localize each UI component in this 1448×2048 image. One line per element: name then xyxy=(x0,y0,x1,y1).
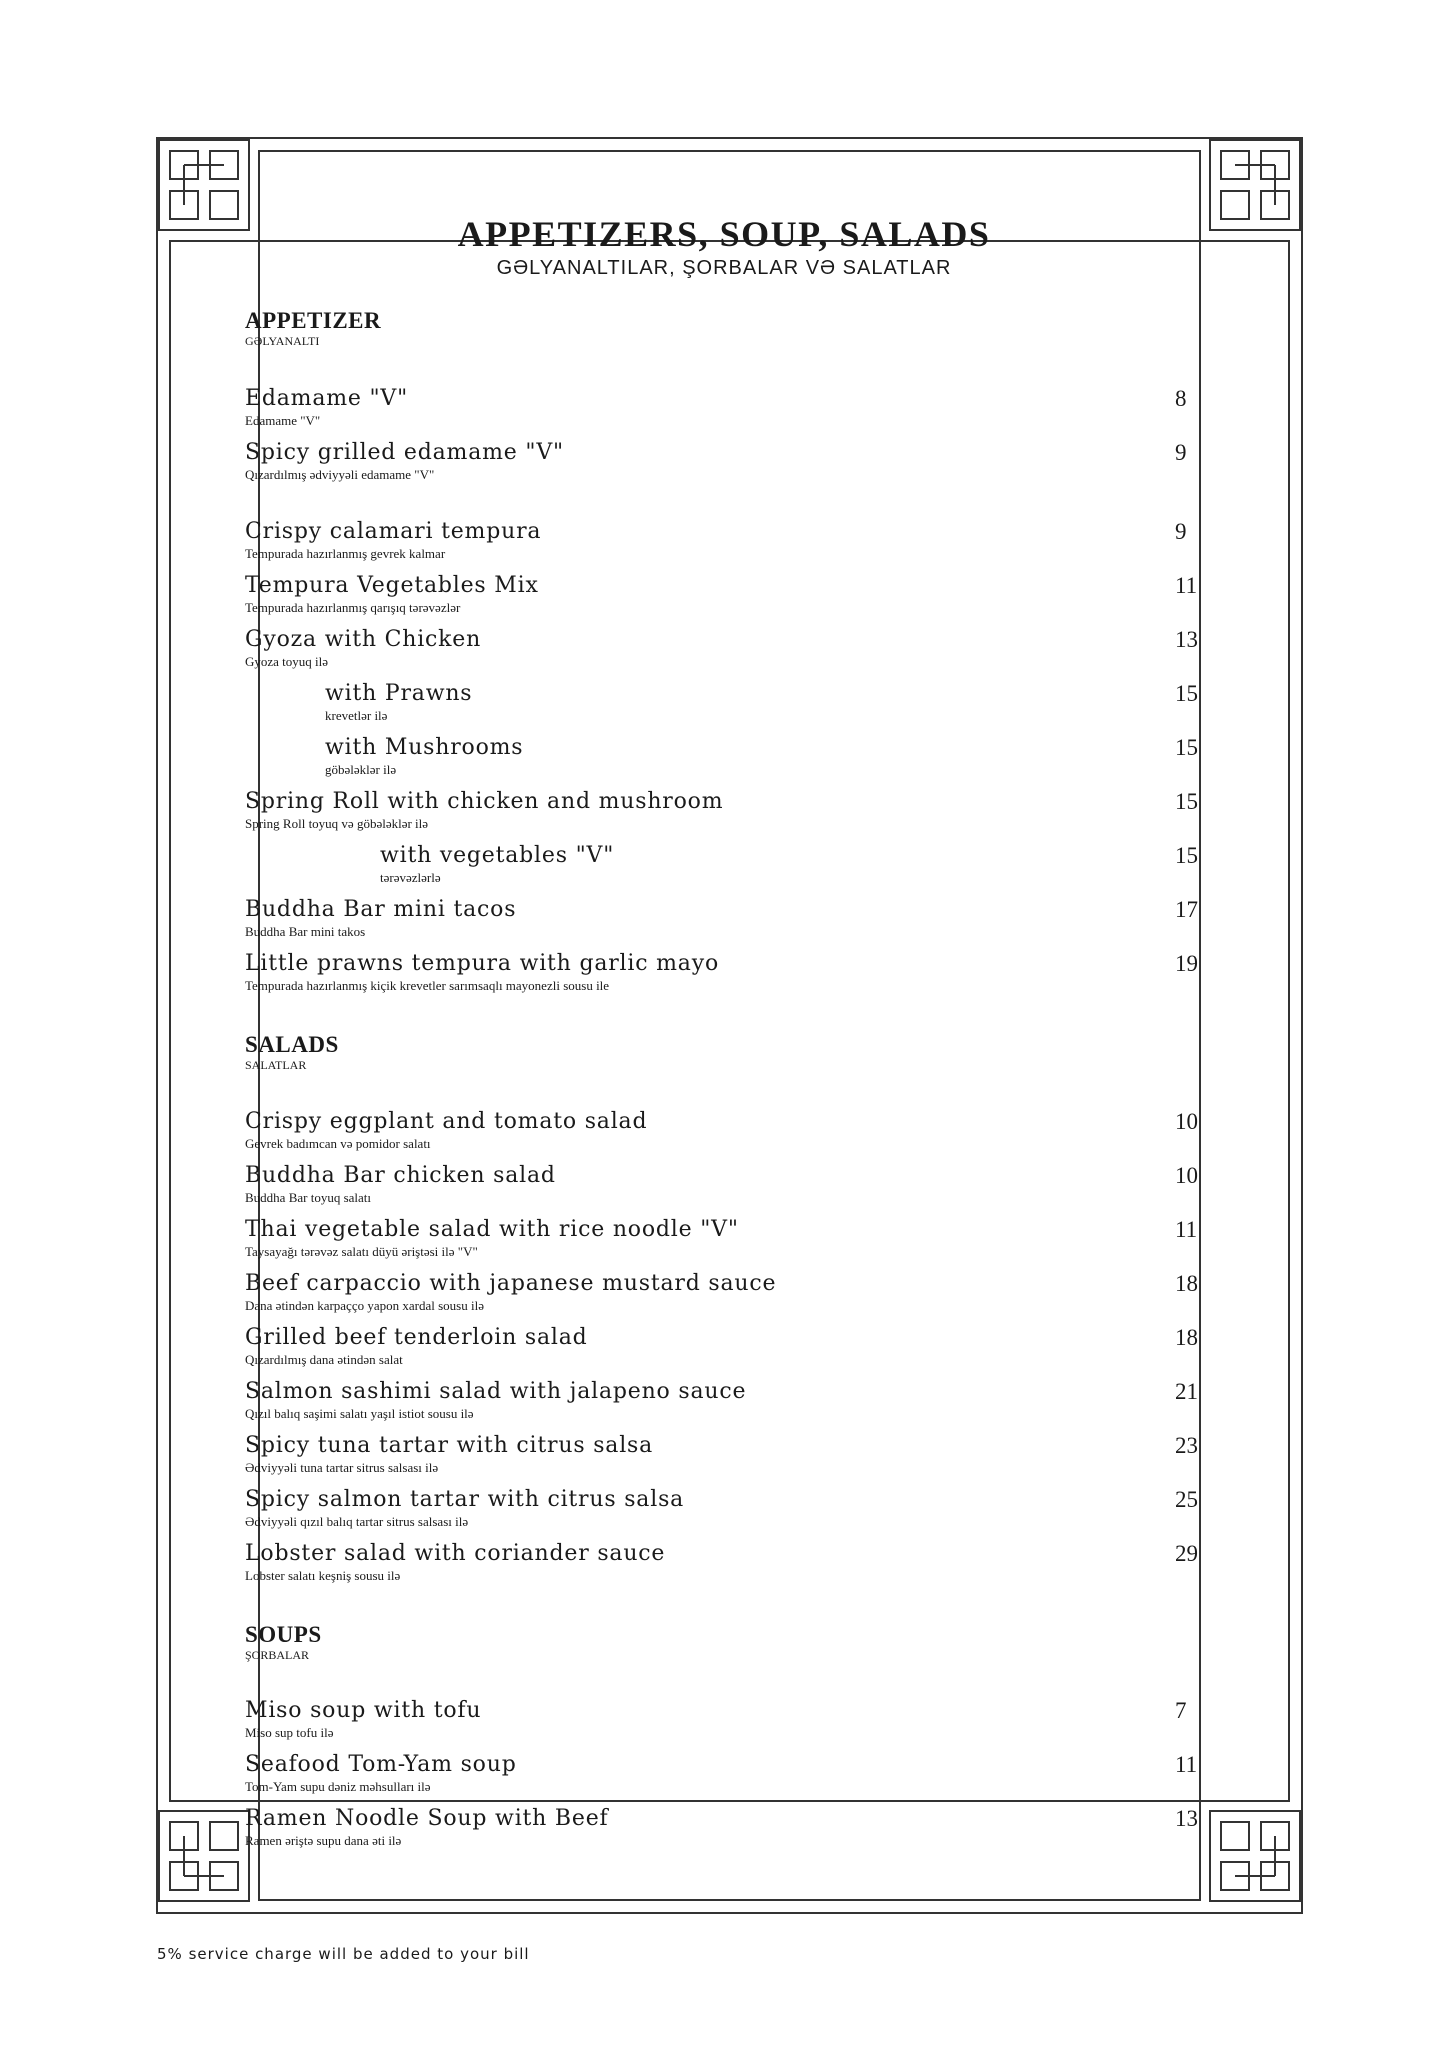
item-description: Gyoza toyuq ilə xyxy=(245,654,329,669)
item-price: 8 xyxy=(1175,386,1187,411)
item-description: Tempurada hazırlanmış kiçik krevetler sarımsaqlı mayonezli sousu ile xyxy=(245,978,610,993)
section-header-appetizer xyxy=(245,308,381,348)
menu-item xyxy=(245,518,1225,568)
section-title: SALADS xyxy=(245,1032,339,1057)
item-name: Seafood Tom-Yam soup xyxy=(245,1752,517,1777)
item-price: 21 xyxy=(1175,1379,1198,1404)
menu-item xyxy=(245,1540,1225,1590)
item-description: Ramen əriştə supu dana əti ilə xyxy=(245,1833,402,1848)
item-description: Buddha Bar toyuq salatı xyxy=(245,1190,372,1205)
item-description: Qızardılmış dana ətindən salat xyxy=(245,1352,403,1367)
menu-item-variant xyxy=(245,680,1225,730)
item-description: Tempurada hazırlanmış qarışıq tərəvəzlər xyxy=(245,600,461,615)
section-header-salads xyxy=(245,1032,339,1072)
item-description: Qızardılmış ədviyyəli edamame "V" xyxy=(245,467,435,482)
item-price: 10 xyxy=(1175,1109,1198,1134)
menu-item xyxy=(245,1432,1225,1482)
item-name: Little prawns tempura with garlic mayo xyxy=(245,951,719,976)
item-name: with vegetables "V" xyxy=(380,843,615,868)
item-price: 9 xyxy=(1175,440,1187,465)
item-name: Spicy salmon tartar with citrus salsa xyxy=(245,1487,685,1512)
item-price: 18 xyxy=(1175,1271,1198,1296)
menu-item xyxy=(245,1216,1225,1266)
menu-item xyxy=(245,1751,1225,1801)
menu-item-variant xyxy=(245,734,1225,784)
section-header-soups xyxy=(245,1622,322,1662)
item-price: 25 xyxy=(1175,1487,1198,1512)
item-name: Thai vegetable salad with rice noodle "V" xyxy=(245,1217,739,1242)
item-name: Lobster salad with coriander sauce xyxy=(245,1541,666,1566)
item-description: Spring Roll toyuq və göbələklər ilə xyxy=(245,816,429,831)
item-name: with Mushrooms xyxy=(325,735,524,760)
item-name: Ramen Noodle Soup with Beef xyxy=(245,1806,609,1831)
item-price: 11 xyxy=(1175,1752,1198,1777)
item-description: Edamame "V" xyxy=(245,413,321,428)
item-description: Tempurada hazırlanmış gevrek kalmar xyxy=(245,546,446,561)
menu-item xyxy=(245,1697,1225,1747)
item-name: Gyoza with Chicken xyxy=(245,627,482,652)
section-title: SOUPS xyxy=(245,1622,322,1647)
item-price: 29 xyxy=(1175,1541,1198,1566)
item-description: Miso sup tofu ilə xyxy=(245,1725,334,1740)
item-description: Tom-Yam supu dəniz məhsulları ilə xyxy=(245,1779,431,1794)
item-name: Spicy tuna tartar with citrus salsa xyxy=(245,1433,654,1458)
menu-item xyxy=(245,788,1225,838)
section-title: APPETIZER xyxy=(245,308,382,333)
item-price: 11 xyxy=(1175,1217,1198,1242)
item-description: Taysayağı tərəvəz salatı düyü əriştəsi ilə "V" xyxy=(245,1244,478,1259)
item-price: 13 xyxy=(1175,1806,1198,1831)
item-description: Ədviyyəli qızıl balıq tartar sitrus salsası ilə xyxy=(245,1514,469,1529)
section-subtitle: GƏLYANALTI xyxy=(245,334,320,348)
item-price: 11 xyxy=(1175,573,1198,598)
item-name: Spring Roll with chicken and mushroom xyxy=(245,789,724,814)
item-description: Dana ətindən karpaçço yapon xardal sousu ilə xyxy=(245,1298,484,1313)
item-name: Crispy calamari tempura xyxy=(245,519,542,544)
item-description: Ədviyyəli tuna tartar sitrus salsası ilə xyxy=(245,1460,439,1475)
item-name: Beef carpaccio with japanese mustard sauce xyxy=(245,1271,777,1296)
item-price: 15 xyxy=(1175,843,1198,868)
menu-item xyxy=(245,950,1225,1000)
corner-ornament-bottom-left xyxy=(159,1811,249,1901)
menu-item-variant xyxy=(245,842,1225,892)
item-price: 15 xyxy=(1175,735,1198,760)
item-price: 15 xyxy=(1175,789,1198,814)
menu-item xyxy=(245,1270,1225,1320)
item-name: Tempura Vegetables Mix xyxy=(245,573,539,598)
item-price: 7 xyxy=(1175,1698,1187,1723)
menu-item xyxy=(245,1108,1225,1158)
menu-item xyxy=(245,626,1225,676)
item-description: Qızıl balıq saşimi salatı yaşıl istiot sousu ilə xyxy=(245,1406,474,1421)
item-name: Miso soup with tofu xyxy=(245,1698,482,1723)
menu-item xyxy=(245,439,1225,489)
menu-item xyxy=(245,572,1225,622)
page-subtitle: GƏLYANALTILAR, ŞORBALAR VƏ SALATLAR xyxy=(496,257,952,279)
section-subtitle: ŞORBALAR xyxy=(245,1648,310,1662)
page-header xyxy=(0,212,1448,280)
menu-item xyxy=(245,896,1225,946)
item-name: Spicy grilled edamame "V" xyxy=(245,440,564,465)
item-description: krevetlər ilə xyxy=(325,708,388,723)
item-name: Grilled beef tenderloin salad xyxy=(245,1325,588,1350)
menu-item xyxy=(245,1162,1225,1212)
item-description: Buddha Bar mini takos xyxy=(245,924,366,939)
item-description: tərəvəzlərlə xyxy=(380,870,441,885)
menu-item xyxy=(245,1805,1225,1855)
item-name: Salmon sashimi salad with jalapeno sauce xyxy=(245,1379,747,1404)
menu-item xyxy=(245,1378,1225,1428)
item-price: 15 xyxy=(1175,681,1198,706)
item-price: 13 xyxy=(1175,627,1198,652)
item-price: 23 xyxy=(1175,1433,1198,1458)
menu-item xyxy=(245,1486,1225,1536)
item-name: Edamame "V" xyxy=(245,386,409,411)
item-name: Buddha Bar mini tacos xyxy=(245,897,517,922)
page-title: APPETIZERS, SOUP, SALADS xyxy=(457,214,991,254)
item-name: Crispy eggplant and tomato salad xyxy=(245,1109,648,1134)
item-description: Lobster salatı keşniş sousu ilə xyxy=(245,1568,401,1583)
item-price: 9 xyxy=(1175,519,1187,544)
menu-item xyxy=(245,1324,1225,1374)
item-description: Gevrek badımcan və pomidor salatı xyxy=(245,1136,431,1151)
service-charge-note: 5% service charge will be added to your bill xyxy=(157,1945,530,1963)
item-price: 18 xyxy=(1175,1325,1198,1350)
item-name: Buddha Bar chicken salad xyxy=(245,1163,556,1188)
menu-item xyxy=(245,385,1225,435)
item-description: göbələklər ilə xyxy=(325,762,397,777)
item-price: 10 xyxy=(1175,1163,1198,1188)
item-price: 17 xyxy=(1175,897,1198,922)
item-name: with Prawns xyxy=(325,681,473,706)
section-subtitle: SALATLAR xyxy=(245,1058,307,1072)
item-price: 19 xyxy=(1175,951,1198,976)
